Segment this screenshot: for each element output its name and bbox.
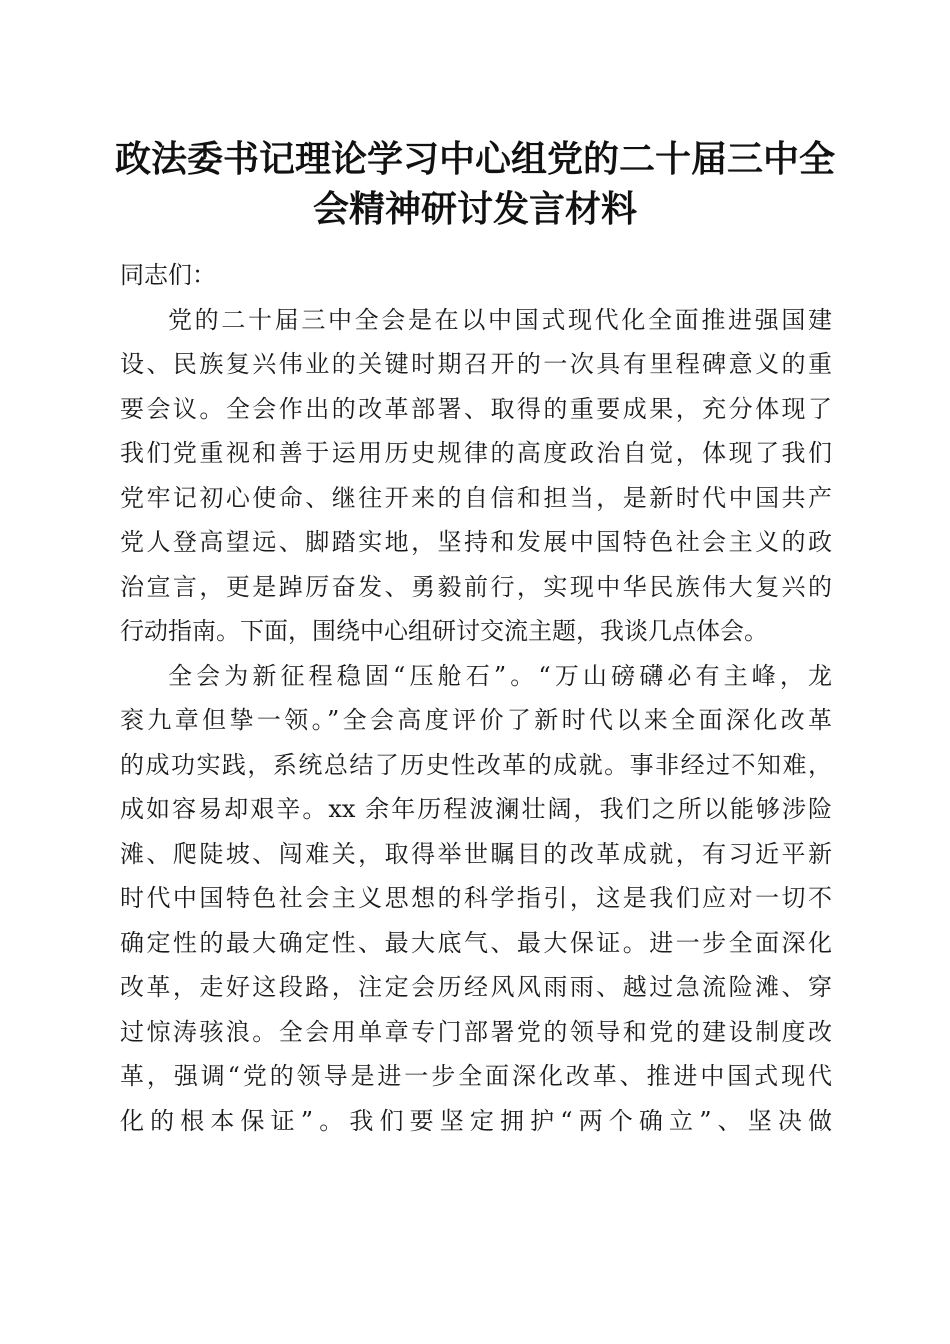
- paragraph-line: 党牢记初心使命、继往开来的自信和担当，是新时代中国共产: [120, 483, 832, 512]
- paragraph-line: 党的二十届三中全会是在以中国式现代化全面推进强国建: [168, 305, 832, 334]
- paragraph-line: 我们党重视和善于运用历史规律的高度政治自觉，体现了我们: [120, 439, 832, 467]
- paragraph-line: 过惊涛骇浪。全会用单章专门部署党的领导和党的建设制度改: [120, 1017, 832, 1046]
- title-line-2: 会精神研讨发言材料: [312, 189, 637, 230]
- paragraph-line: 党人登高望远、脚踏实地，坚持和发展中国特色社会主义的政: [120, 528, 832, 556]
- document-title: [110, 135, 840, 235]
- paragraph-1: [120, 298, 832, 654]
- paragraph-line: 时代中国特色社会主义思想的科学指引，这是我们应对一切不: [120, 884, 832, 912]
- paragraph-line: 革，强调“党的领导是进一步全面深化改革、推进中国式现代: [120, 1062, 832, 1090]
- document-body: [120, 253, 832, 1143]
- salutation: 同志们：: [120, 261, 216, 289]
- paragraph-line: 改革，走好这段路，注定会历经风风雨雨、越过急流险滩、穿: [120, 973, 832, 1001]
- paragraph-line: 要会议。全会作出的改革部署、取得的重要成果，充分体现了: [120, 394, 832, 423]
- paragraph-line: 衮九章但挚一领。”全会高度评价了新时代以来全面深化改革: [120, 706, 832, 734]
- paragraph-line: 滩、爬陡坡、闯难关，取得举世瞩目的改革成就，有习近平新: [120, 839, 832, 868]
- paragraph-line: 行动指南。下面，围绕中心组研讨交流主题，我谈几点体会。: [120, 617, 768, 645]
- paragraph-2: [120, 654, 832, 1144]
- paragraph-line: 的成功实践，系统总结了历史性改革的成就。事非经过不知难，: [120, 750, 832, 779]
- paragraph-line: 设、民族复兴伟业的关键时期召开的一次具有里程碑意义的重: [120, 350, 832, 378]
- paragraph-line: 全会为新征程稳固“压舱石”。“万山磅礴必有主峰，龙: [168, 661, 832, 690]
- title-line-1: 政法委书记理论学习中心组党的二十届三中全: [114, 139, 835, 180]
- paragraph-line: 成如容易却艰辛。xx 余年历程波澜壮阔，我们之所以能够涉险: [120, 795, 832, 823]
- paragraph-line: 确定性的最大确定性、最大底气、最大保证。进一步全面深化: [120, 928, 832, 957]
- paragraph-line: 化的根本保证”。我们要坚定拥护“两个确立”、坚决做: [120, 1106, 832, 1135]
- paragraph-line: 治宣言，更是踔厉奋发、勇毅前行，实现中华民族伟大复兴的: [120, 572, 832, 601]
